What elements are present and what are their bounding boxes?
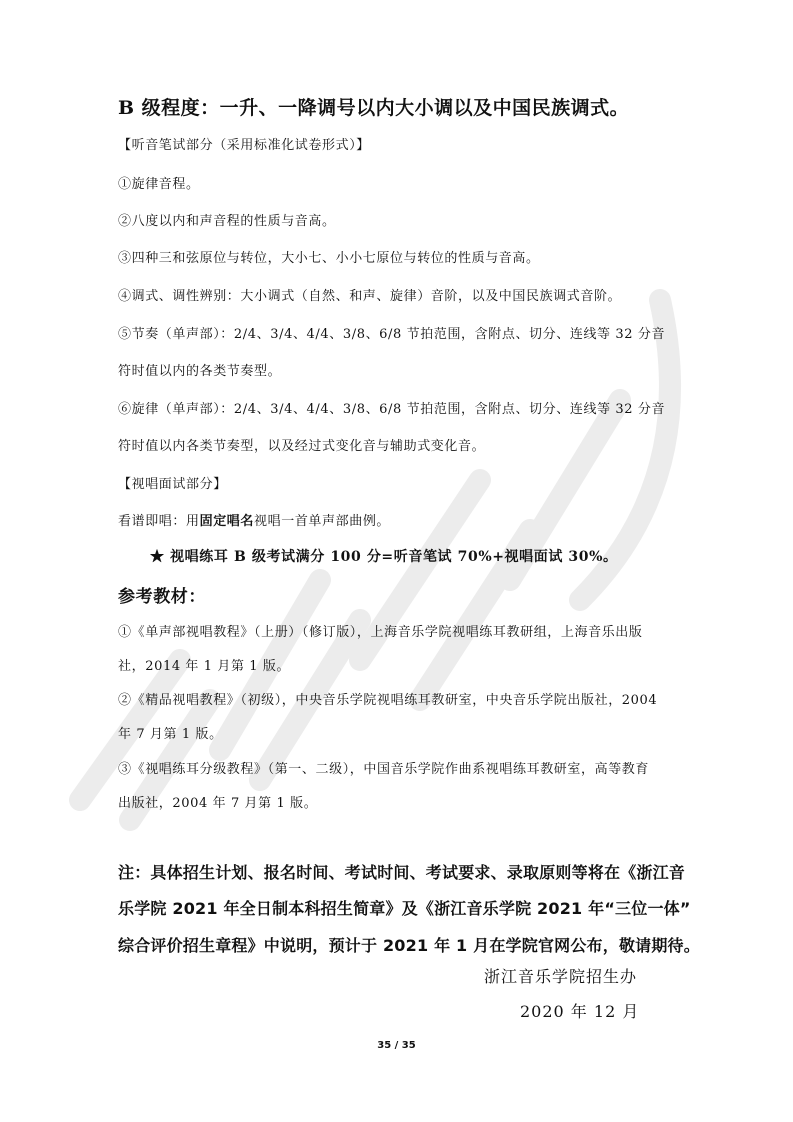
reference-line: ②《精品视唱教程》（初级），中央音乐学院视唱练耳教研室，中央音乐学院出版社，2004 [118, 693, 658, 708]
written-item: ①旋律音程。 [118, 177, 200, 192]
notice-line: 注：具体招生计划、报名时间、考试时间、考试要求、录取原则等将在《浙江音 [118, 863, 686, 882]
score-note: ★ 视唱练耳 B 级考试满分 100 分=听音笔试 70%+视唱面试 30%。 [150, 549, 618, 565]
written-item: ⑤节奏（单声部）：2/4、3/4、4/4、3/8、6/8 节拍范围，含附点、切分、连线等 32 分音 [118, 327, 666, 342]
signature-org: 浙江音乐学院招生办 [484, 967, 638, 986]
written-item: 符时值以内各类节奏型，以及经过式变化音与辅助式变化音。 [118, 439, 486, 454]
written-item: ②八度以内和声音程的性质与音高。 [118, 214, 336, 229]
oral-section-line [118, 514, 390, 530]
notice-line: 综合评价招生章程》中说明，预计于 2021 年 1 月在学院官网公布，敬请期待。 [118, 936, 700, 955]
oral-bold: 固定唱名 [199, 514, 255, 529]
written-item: 符时值以内的各类节奏型。 [118, 364, 282, 379]
notice-line: 乐学院 2021 年全日制本科招生简章》及《浙江音乐学院 2021 年“三位一体” [118, 899, 691, 918]
signature-date: 2020 年 12 月 [520, 1002, 640, 1021]
oral-prefix: 看谱即唱：用 [118, 514, 200, 529]
section-heading: B 级程度：一升、一降调号以内大小调以及中国民族调式。 [118, 97, 630, 119]
written-item: ④调式、调性辨别：大小调式（自然、和声、旋律）音阶，以及中国民族调式音阶。 [118, 289, 622, 304]
reference-line: ③《视唱练耳分级教程》（第一、二级），中国音乐学院作曲系视唱练耳教研室，高等教育 [118, 762, 650, 777]
oral-suffix: 视唱一首单声部曲例。 [254, 514, 391, 529]
page-number: 35 / 35 [377, 1040, 416, 1051]
references-title: 参考教材： [118, 587, 206, 607]
reference-line: 出版社，2004 年 7 月第 1 版。 [118, 796, 318, 811]
written-item: ③四种三和弦原位与转位，大小七、小小七原位与转位的性质与音高。 [118, 251, 540, 266]
reference-line: 社，2014 年 1 月第 1 版。 [118, 659, 291, 674]
reference-line: ①《单声部视唱教程》（上册）（修订版），上海音乐学院视唱练耳教研组，上海音乐出版 [118, 625, 643, 640]
written-item: ⑥旋律（单声部）：2/4、3/4、4/4、3/8、6/8 节拍范围，含附点、切分、连线等 32 分音 [118, 402, 666, 417]
written-section-title: 【听音笔试部分（采用标准化试卷形式）】 [118, 138, 370, 153]
reference-line: 年 7 月第 1 版。 [118, 727, 223, 742]
oral-section-title: 【视唱面试部分】 [118, 477, 227, 492]
